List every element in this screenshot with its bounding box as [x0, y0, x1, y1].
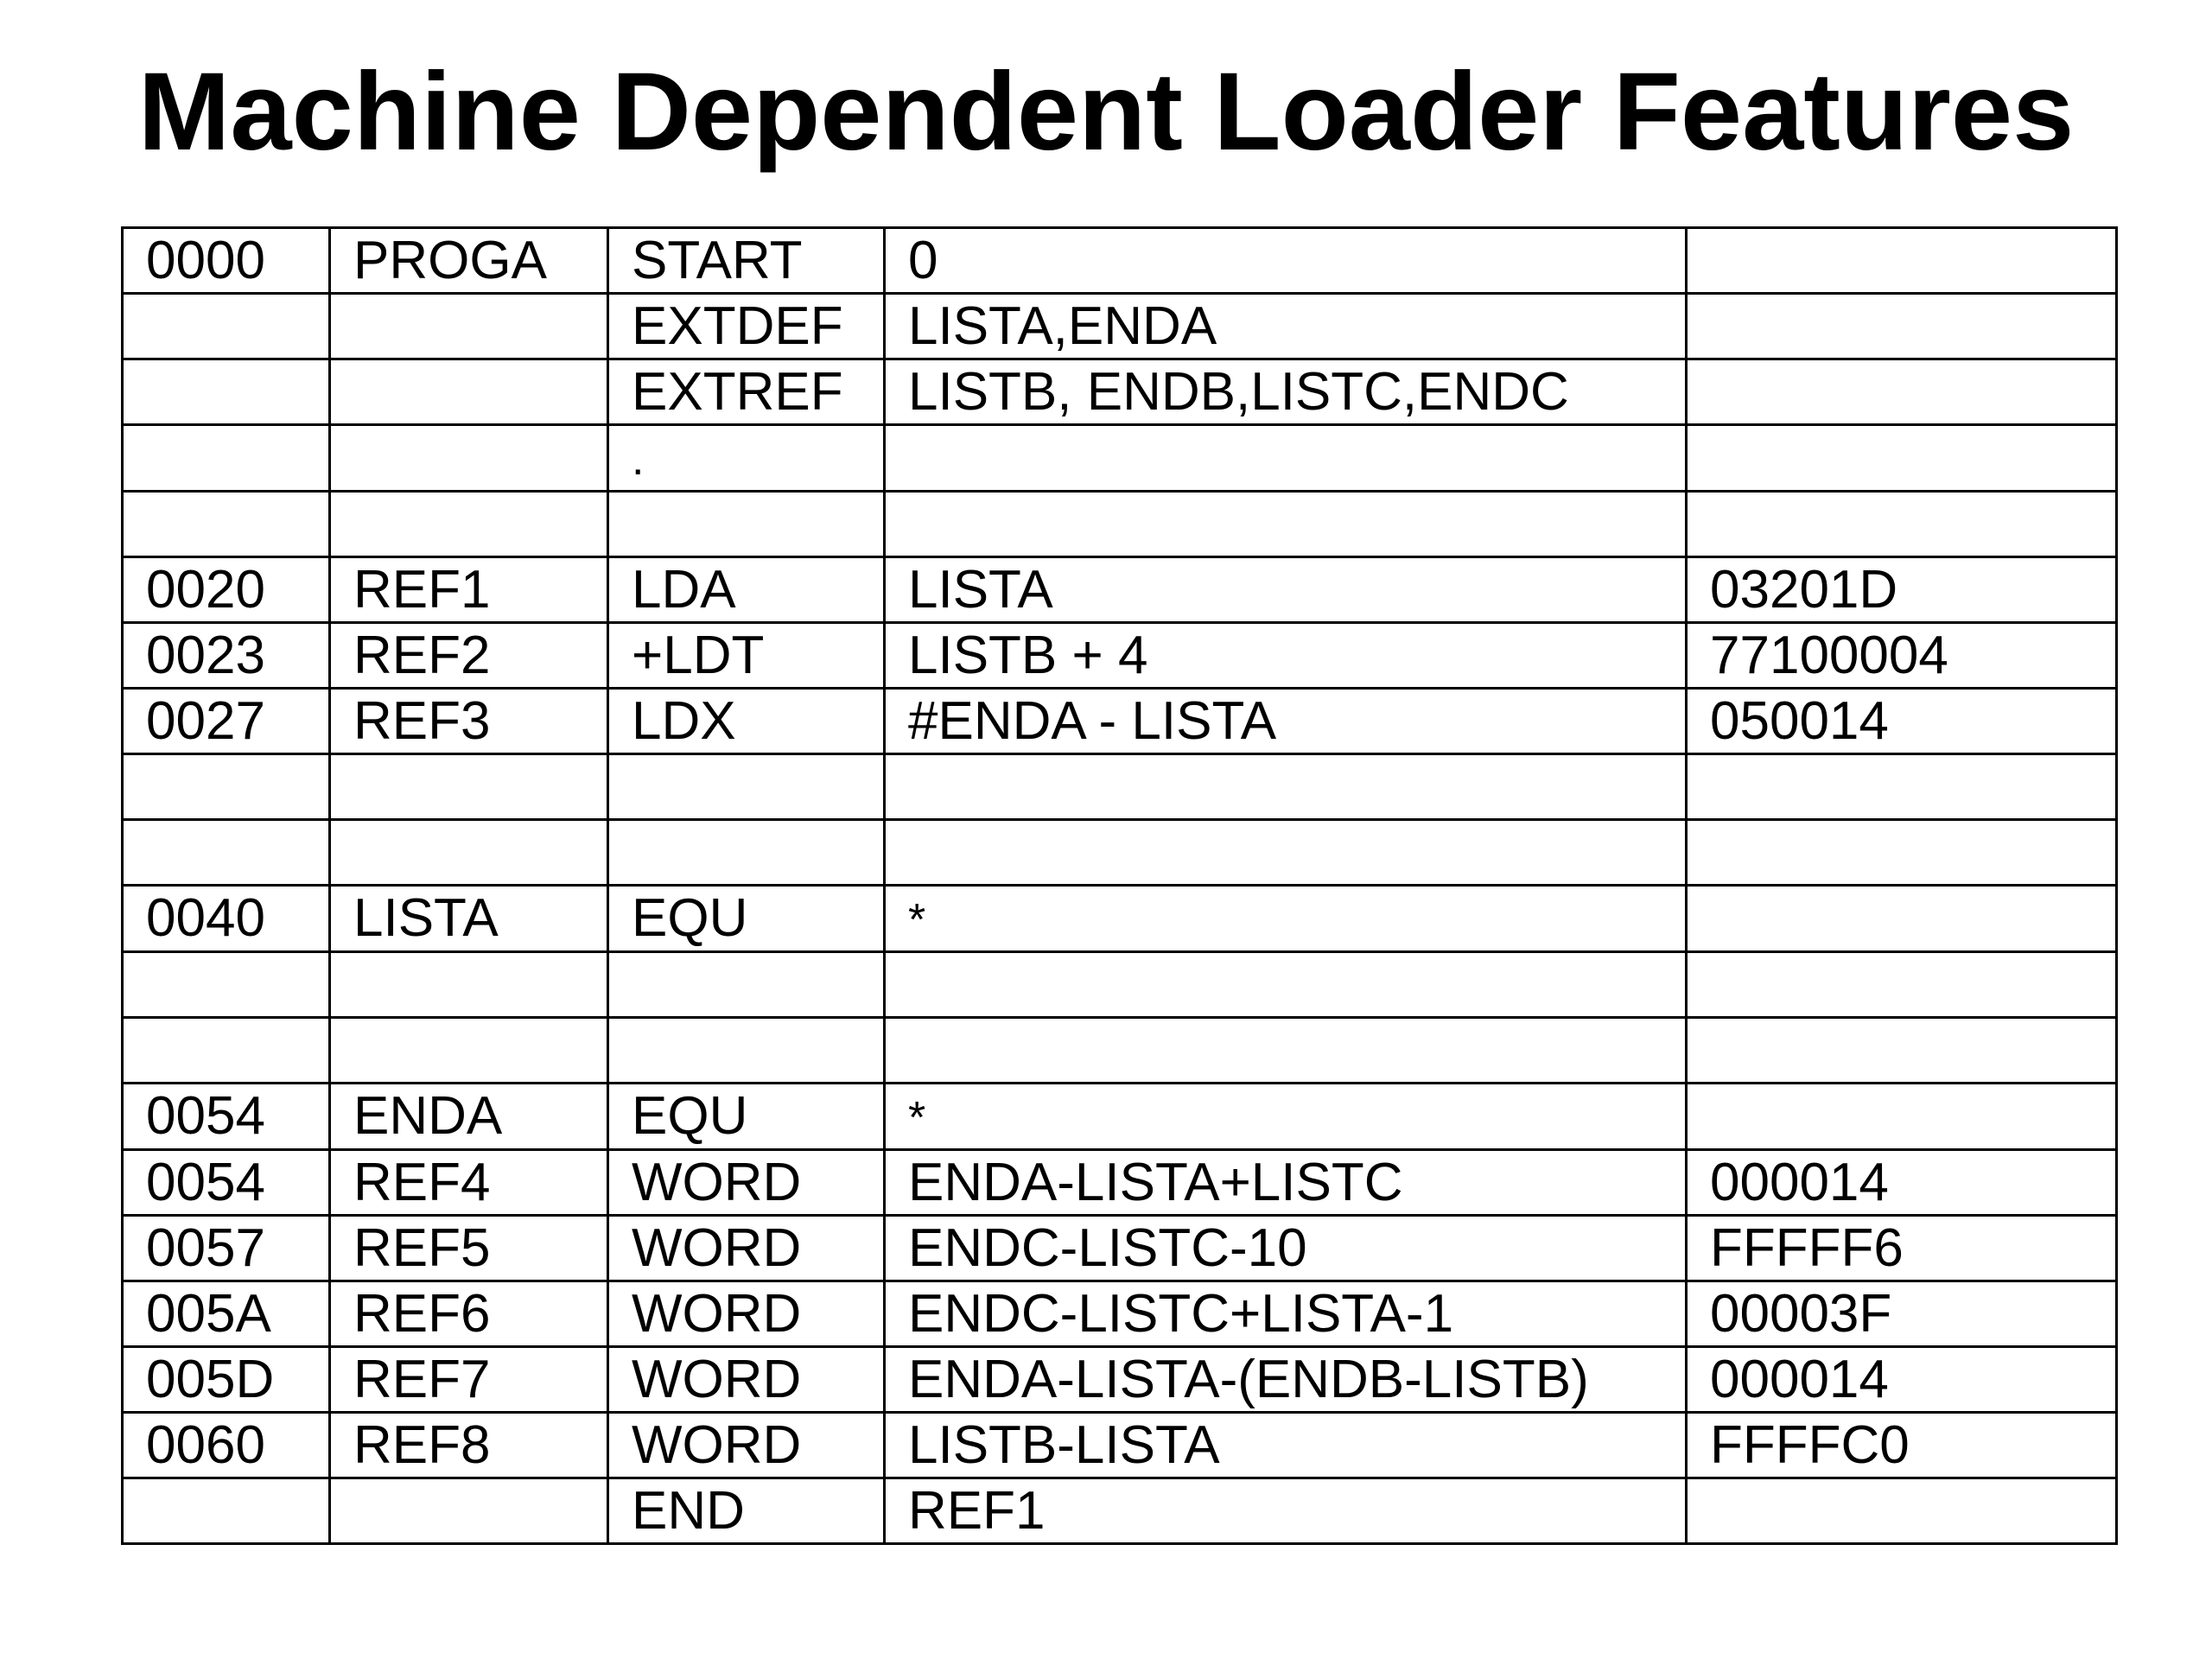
table-row: [123, 754, 2117, 820]
object-code-cell: [1687, 886, 2117, 952]
assembly-listing-table: [121, 226, 2118, 1545]
table-row: [123, 1347, 2117, 1413]
opcode-cell: WORD: [608, 1413, 885, 1478]
label-cell: REF2: [330, 623, 608, 689]
operand-cell: [885, 425, 1687, 492]
location-cell: 0027: [123, 689, 330, 754]
object-code-cell: 000014: [1687, 1347, 2117, 1413]
opcode-cell: WORD: [608, 1216, 885, 1281]
table-row: [123, 1413, 2117, 1478]
listing-body: [123, 228, 2117, 1544]
label-cell: REF7: [330, 1347, 608, 1413]
table-row: [123, 492, 2117, 557]
table-row: [123, 952, 2117, 1018]
location-cell: 0040: [123, 886, 330, 952]
object-code-cell: [1687, 820, 2117, 886]
label-cell: [330, 820, 608, 886]
object-code-cell: [1687, 1084, 2117, 1150]
operand-cell: #ENDA - LISTA: [885, 689, 1687, 754]
table-row: [123, 689, 2117, 754]
operand-cell: [885, 492, 1687, 557]
location-cell: [123, 820, 330, 886]
location-cell: 0000: [123, 228, 330, 294]
operand-cell: ENDA-LISTA+LISTC: [885, 1150, 1687, 1216]
table-row: [123, 623, 2117, 689]
opcode-cell: [608, 1018, 885, 1084]
object-code-cell: [1687, 425, 2117, 492]
object-code-cell: FFFFF6: [1687, 1216, 2117, 1281]
label-cell: [330, 1018, 608, 1084]
object-code-cell: [1687, 492, 2117, 557]
operand-cell: REF1: [885, 1478, 1687, 1544]
location-cell: 0023: [123, 623, 330, 689]
object-code-cell: FFFFC0: [1687, 1413, 2117, 1478]
table-row: [123, 1018, 2117, 1084]
object-code-cell: [1687, 1478, 2117, 1544]
object-code-cell: [1687, 359, 2117, 425]
operand-cell: *: [885, 886, 1687, 952]
opcode-cell: EXTREF: [608, 359, 885, 425]
label-cell: ENDA: [330, 1084, 608, 1150]
location-cell: [123, 294, 330, 359]
object-code-cell: 77100004: [1687, 623, 2117, 689]
operand-cell: LISTB + 4: [885, 623, 1687, 689]
location-cell: 0057: [123, 1216, 330, 1281]
table-row: [123, 886, 2117, 952]
label-cell: LISTA: [330, 886, 608, 952]
table-row: [123, 228, 2117, 294]
object-code-cell: [1687, 1018, 2117, 1084]
operand-cell: LISTB, ENDB,LISTC,ENDC: [885, 359, 1687, 425]
object-code-cell: 000014: [1687, 1150, 2117, 1216]
label-cell: REF3: [330, 689, 608, 754]
object-code-cell: [1687, 754, 2117, 820]
table-row: [123, 294, 2117, 359]
label-cell: REF6: [330, 1281, 608, 1347]
operand-cell: ENDA-LISTA-(ENDB-LISTB): [885, 1347, 1687, 1413]
label-cell: REF8: [330, 1413, 608, 1478]
location-cell: [123, 754, 330, 820]
object-code-cell: [1687, 952, 2117, 1018]
label-cell: [330, 1478, 608, 1544]
location-cell: 005A: [123, 1281, 330, 1347]
location-cell: [123, 425, 330, 492]
location-cell: [123, 952, 330, 1018]
opcode-cell: +LDT: [608, 623, 885, 689]
location-cell: 0054: [123, 1150, 330, 1216]
operand-cell: ENDC-LISTC+LISTA-1: [885, 1281, 1687, 1347]
label-cell: [330, 359, 608, 425]
opcode-cell: WORD: [608, 1150, 885, 1216]
table-row: [123, 557, 2117, 623]
label-cell: [330, 294, 608, 359]
opcode-cell: WORD: [608, 1281, 885, 1347]
table-row: [123, 1084, 2117, 1150]
location-cell: [123, 1478, 330, 1544]
operand-cell: *: [885, 1084, 1687, 1150]
opcode-cell: END: [608, 1478, 885, 1544]
opcode-cell: START: [608, 228, 885, 294]
object-code-cell: 00003F: [1687, 1281, 2117, 1347]
table-row: [123, 425, 2117, 492]
operand-cell: ENDC-LISTC-10: [885, 1216, 1687, 1281]
label-cell: REF5: [330, 1216, 608, 1281]
operand-cell: LISTA,ENDA: [885, 294, 1687, 359]
label-cell: [330, 492, 608, 557]
operand-cell: [885, 754, 1687, 820]
location-cell: 0020: [123, 557, 330, 623]
table-row: [123, 820, 2117, 886]
operand-cell: 0: [885, 228, 1687, 294]
opcode-cell: EQU: [608, 1084, 885, 1150]
opcode-cell: [608, 754, 885, 820]
location-cell: [123, 1018, 330, 1084]
location-cell: [123, 359, 330, 425]
slide-title: Machine Dependent Loader Features: [137, 50, 2075, 174]
table-row: [123, 1478, 2117, 1544]
label-cell: [330, 952, 608, 1018]
location-cell: [123, 492, 330, 557]
location-cell: 005D: [123, 1347, 330, 1413]
opcode-cell: LDX: [608, 689, 885, 754]
operand-cell: LISTA: [885, 557, 1687, 623]
label-cell: PROGA: [330, 228, 608, 294]
object-code-cell: 03201D: [1687, 557, 2117, 623]
opcode-cell: WORD: [608, 1347, 885, 1413]
operand-cell: [885, 820, 1687, 886]
operand-cell: [885, 952, 1687, 1018]
opcode-cell: EQU: [608, 886, 885, 952]
opcode-cell: .: [608, 425, 885, 492]
object-code-cell: [1687, 228, 2117, 294]
location-cell: 0054: [123, 1084, 330, 1150]
label-cell: [330, 754, 608, 820]
object-code-cell: 050014: [1687, 689, 2117, 754]
label-cell: [330, 425, 608, 492]
object-code-cell: [1687, 294, 2117, 359]
operand-cell: [885, 1018, 1687, 1084]
opcode-cell: [608, 492, 885, 557]
location-cell: 0060: [123, 1413, 330, 1478]
opcode-cell: EXTDEF: [608, 294, 885, 359]
opcode-cell: [608, 952, 885, 1018]
table-row: [123, 1150, 2117, 1216]
operand-cell: LISTB-LISTA: [885, 1413, 1687, 1478]
opcode-cell: LDA: [608, 557, 885, 623]
label-cell: REF1: [330, 557, 608, 623]
opcode-cell: [608, 820, 885, 886]
label-cell: REF4: [330, 1150, 608, 1216]
table-row: [123, 359, 2117, 425]
table-row: [123, 1216, 2117, 1281]
table-row: [123, 1281, 2117, 1347]
